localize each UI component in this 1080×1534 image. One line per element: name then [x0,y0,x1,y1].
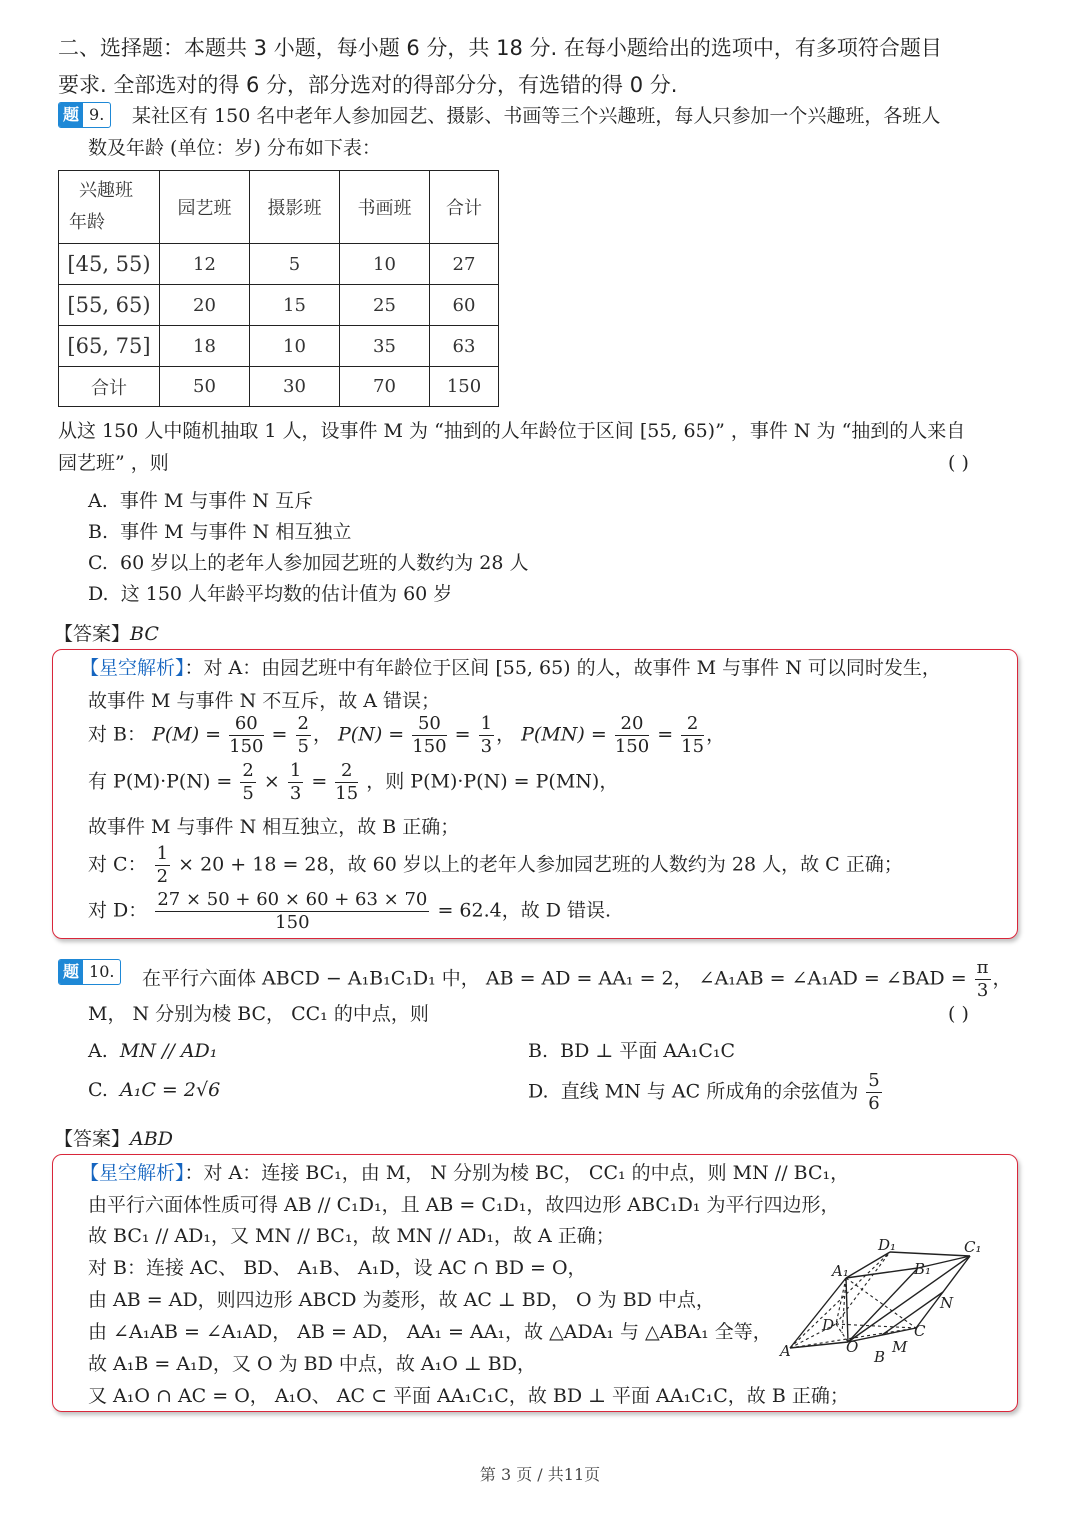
q10-analysis-line5: 由 AB = AD，则四边形 ABCD 为菱形，故 AC ⊥ BD， O 为 BD 中点， [88,1289,715,1311]
q9-option-a [88,486,313,517]
fraction [615,713,649,758]
table-cell: 10 [250,326,340,367]
text: 有 P(M)·P(N) = [88,770,233,793]
option-text: BD ⊥ 平面 AA₁C₁C [560,1040,736,1062]
table-cell: 5 [250,244,340,285]
q9-stem-line2: 数及年龄 (单位：岁) 分布如下表： [88,137,381,159]
q10-analysis-line2: 由平行六面体性质可得 AB // C₁D₁，且 AB = C₁D₁，故四边形 ABC₁D₁ 为平行四边形， [88,1194,840,1216]
label-D: D [822,1316,835,1334]
denominator: 15 [681,736,705,757]
row-label: [55, 65) [59,285,160,326]
fraction [412,713,446,758]
table-cell: 35 [340,326,430,367]
row-label: [65, 75] [59,326,160,367]
table-header-row [59,171,499,244]
label-M: M [892,1338,908,1356]
answer-value: ABD [130,1128,173,1150]
q10-analysis-line6: 由 ∠A₁AB = ∠A₁AD， AB = AD， AA₁ = AA₁，故 △ADA₁ 与 △ABA₁ 全等， [88,1321,772,1343]
fraction [229,713,263,758]
label-A1: A₁ [832,1262,849,1280]
text: 对 D： [88,899,148,922]
text: × 20 + 18 = 28，故 60 岁以上的老年人参加园艺班的人数约为 28 人，故 C 正确； [178,853,903,876]
q9-after-line1: 从这 150 人中随机抽取 1 人，设事件 M 为 “抽到的人年龄位于区间 [55, 65)” ，事件 N 为 “抽到的人来自 [58,420,966,442]
denominator: 150 [229,736,264,757]
denominator: 150 [275,912,310,933]
table-cell: 30 [250,367,340,407]
denominator: 5 [242,783,254,804]
q10-option-b [528,1036,735,1067]
table-cell: 20 [160,285,250,326]
label-C1: C₁ [964,1238,982,1256]
table-cell: 25 [340,285,430,326]
option-text: 这 150 人年龄平均数的估计值为 60 岁 [120,583,453,605]
numerator: 1 [480,713,493,734]
q10-analysis-line1 [80,1158,849,1185]
table-cell: 15 [250,285,340,326]
q9-option-c [88,548,528,579]
numerator: 1 [156,843,169,864]
q9-analysis-line4: 有 P(M)·P(N) = $\frac{2}{5}$ × $\frac{1}{3}$ = $\frac{2}{15}$ ，则 P(M)·P(N) = P(MN)， [88,760,619,804]
q9-badge [58,102,111,128]
denominator: 15 [335,783,359,804]
option-key: B. [88,521,109,543]
fraction [866,1070,881,1115]
pi-over-3 [975,957,991,1002]
denominator: 150 [614,736,650,757]
q9-stem-line1: 某社区有 150 名中老年人参加园艺、摄影、书画等三个兴趣班，每人只参加一个兴趣班，各班人 [132,105,941,127]
q10-badge-label: 题 [59,960,83,984]
q10-badge [58,959,121,985]
numerator: 2 [242,760,254,781]
q9-after-line2: 园艺班” ，则 [58,452,169,474]
option-text: MN // AD₁ [119,1040,218,1062]
segment-A1C [846,1278,916,1328]
text: = 62.4，故 D 错误. [437,899,612,922]
table-cell: 27 [430,244,499,285]
analysis-label: 【星空解析】 [80,657,185,679]
q10-stem-line1: 在平行六面体 ABCD − A₁B₁C₁D₁ 中， AB = AD = AA₁ = 2， ∠A₁AB = ∠A₁AD = ∠BAD = $\frac{\pi}{3}$ ， [142,957,1012,1001]
label-D1: D₁ [878,1236,897,1254]
option-key: B. [528,1040,549,1062]
numerator: 5 [868,1070,880,1091]
q9-analysis-line1 [80,653,941,680]
q9-analysis-line5: 故事件 M 与事件 N 相互独立，故 B 正确； [88,816,460,838]
fraction [155,843,170,888]
section-heading-line1: 二、选择题：本题共 3 小题，每小题 6 分，共 18 分. 在每小题给出的选项中，有多项符合题目 [58,36,942,60]
denominator: 150 [412,736,447,757]
q9-table [58,170,499,407]
text: 对 B： [88,723,147,746]
table-cell: 150 [430,367,499,407]
table-header: 合计 [430,171,499,244]
option-text: 直线 MN 与 AC 所成角的余弦值为 [560,1080,859,1103]
fraction [155,889,429,934]
numerator: 60 [229,713,263,736]
table-header: 摄影班 [250,171,340,244]
fraction [479,713,494,758]
answer-label: 【答案】 [54,623,131,645]
option-key: A. [88,490,108,512]
corner-bottom: 年龄 [69,212,105,233]
fraction [288,760,303,805]
q10-answer-paren: ( ) [948,1003,969,1025]
q10-analysis-line7: 故 A₁B = A₁D，又 O 为 BD 中点，故 A₁O ⊥ BD， [88,1353,536,1375]
numerator: 20 [615,713,649,736]
answer-value: BC [130,623,159,645]
q9-badge-label: 题 [59,103,83,127]
text: P(M) = [152,723,222,746]
row-label: 合计 [59,367,160,407]
page-footer: 第 3 页 / 共11页 [479,1465,601,1484]
table-cell: 12 [160,244,250,285]
label-N: N [940,1294,954,1312]
q9-answer [54,619,159,646]
label-C: C [914,1322,926,1340]
table-row [59,285,499,326]
q9-option-d [88,579,452,610]
analysis-text: ：对 A：连接 BC₁，由 M， N 分别为棱 BC， CC₁ 的中点，则 MN // BC₁， [184,1162,850,1184]
corner-top: 兴趣班 [79,180,133,201]
q9-analysis-line3: 对 B： P(M) = $\frac{60}{150}$ = $\frac{2}{5}$ ， P(N) = $\frac{50}{150}$ = $\frac{1}{3}$ ， P(MN) = $\frac{20}{150}$ = $\frac{2}{15}$ ， [88,713,726,757]
q10-stem-line2: M， N 分别为棱 BC， CC₁ 的中点，则 [88,1003,429,1025]
option-key: D. [88,583,109,605]
denominator: 3 [289,783,302,804]
numerator: 2 [335,760,358,783]
section-heading-line2: 要求. 全部选对的得 6 分，部分选对的得部分分，有选错的得 0 分. [58,73,678,97]
table-cell: 10 [340,244,430,285]
option-key: D. [528,1080,549,1103]
text: 对 C： [88,853,147,876]
row-label: [45, 55) [59,244,160,285]
numerator: 1 [289,760,302,781]
option-key: C. [88,1079,108,1101]
q10-analysis-line3: 故 BC₁ // AD₁，又 MN // BC₁，故 MN // AD₁，故 A 正确； [88,1225,615,1247]
analysis-text: ：对 A：由园艺班中有年龄位于区间 [55, 65) 的人，故事件 M 与事件 N 可以同时发生， [184,657,941,679]
q9-answer-paren: ( ) [948,452,969,474]
edge-A1D1 [846,1252,890,1278]
table-cell: 63 [430,326,499,367]
option-key: C. [88,552,108,574]
text: ，则 P(M)·P(N) = P(MN)， [366,770,619,793]
label-B1: B₁ [914,1260,932,1278]
numerator: 2 [681,713,704,736]
edge-AA1 [790,1278,846,1348]
label-B: B [874,1348,886,1366]
denominator: 3 [976,980,989,1001]
numerator: 27 × 50 + 60 × 60 + 63 × 70 [157,889,428,910]
label-O: O [846,1338,859,1356]
fraction [240,760,255,805]
q10-analysis-line4: 对 B：连接 AC、 BD、 A₁B、 A₁D，设 AC ∩ BD = O， [88,1257,587,1279]
edge-D1C1 [890,1252,970,1256]
option-text: A₁C = 2√6 [120,1079,221,1101]
option-text: 60 岁以上的老年人参加园艺班的人数约为 28 人 [120,552,529,574]
q9-analysis-line7 [88,889,611,934]
q9-option-b [88,517,351,548]
option-key: A. [88,1040,108,1062]
text: P(MN) = [521,723,607,746]
edge-A1B [846,1278,848,1342]
text: P(N) = [338,723,405,746]
edge-BB1 [848,1268,918,1342]
edge-A1B1 [846,1268,918,1278]
table-corner-cell [59,171,160,244]
numerator: 2 [297,713,309,734]
denominator: 5 [297,736,309,757]
fraction [335,760,358,805]
text: 在平行六面体 ABCD − A₁B₁C₁D₁ 中， AB = AD = AA₁ = 2， ∠A₁AB = ∠A₁AD = ∠BAD = [142,967,967,990]
q10-option-d [528,1070,884,1115]
analysis-label: 【星空解析】 [80,1162,185,1184]
q10-analysis-line8: 又 A₁O ∩ AC = O， A₁O、 AC ⊂ 平面 AA₁C₁C，故 BD ⊥ 平面 AA₁C₁C，故 B 正确； [88,1385,849,1407]
answer-label: 【答案】 [54,1128,131,1150]
denominator: 3 [480,736,493,757]
table-row [59,326,499,367]
q10-answer [54,1124,173,1151]
table-row-total [59,367,499,407]
numerator: 50 [412,713,446,736]
q9-analysis-line6 [88,843,903,888]
fraction [681,713,704,758]
numerator: π [976,957,989,978]
fraction [296,713,311,758]
denominator: 6 [868,1093,880,1114]
table-cell: 60 [430,285,499,326]
table-cell: 50 [160,367,250,407]
table-cell: 18 [160,326,250,367]
table-header: 书画班 [340,171,430,244]
option-text: 事件 M 与事件 N 互斥 [119,490,314,512]
table-header: 园艺班 [160,171,250,244]
table-cell: 70 [340,367,430,407]
q10-option-c [88,1075,220,1106]
option-text: 事件 M 与事件 N 相互独立 [120,521,352,543]
denominator: 2 [156,866,169,887]
q9-analysis-line2: 故事件 M 与事件 N 不互斥，故 A 错误； [88,690,441,712]
q10-option-a [88,1036,217,1067]
label-A: A [780,1342,791,1360]
table-row [59,244,499,285]
parallelepiped-figure [778,1232,988,1372]
q10-number: 10. [89,962,115,981]
section-heading [58,30,1028,104]
q9-number: 9. [89,105,105,124]
